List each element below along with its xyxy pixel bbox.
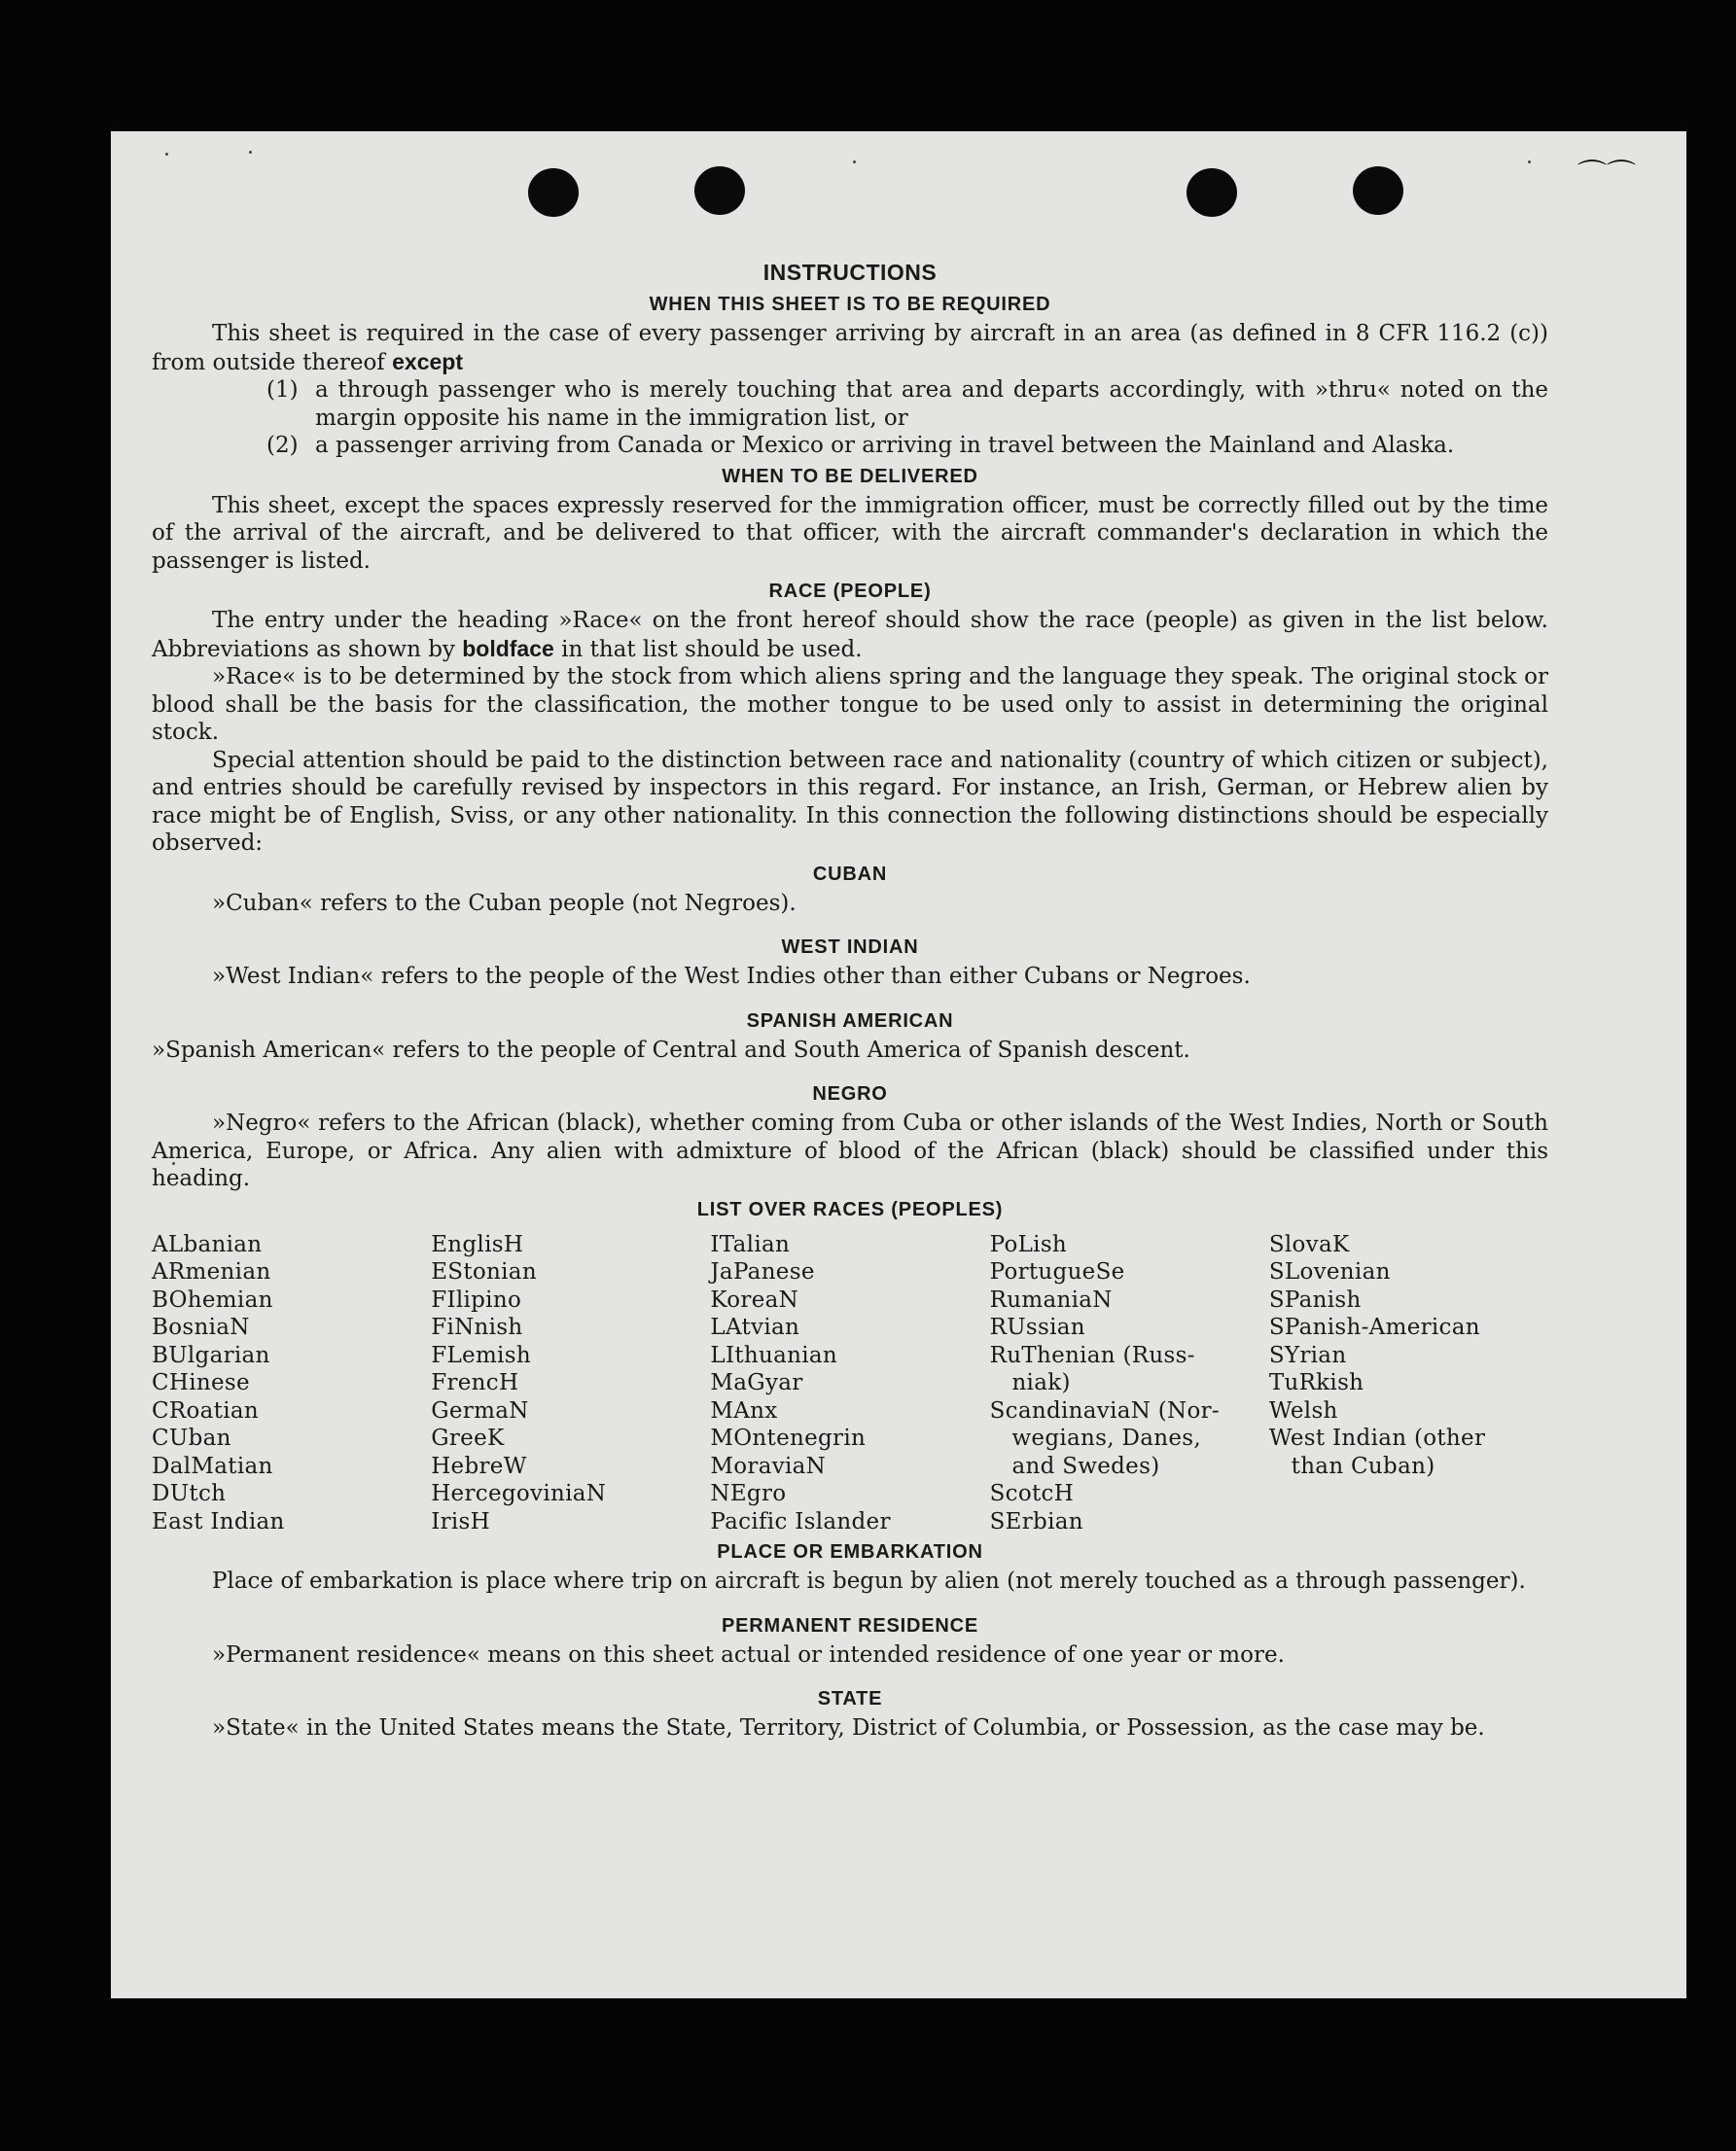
- punch-hole: [694, 166, 745, 215]
- race-entry: SLovenian: [1268, 1259, 1391, 1285]
- race-entry: Welsh: [1268, 1397, 1338, 1424]
- heading-spanish-american: SPANISH AMERICAN: [746, 1009, 954, 1032]
- cuban-text: »Cuban« refers to the Cuban people (not Negroes).: [212, 890, 797, 916]
- west-indian-text: »West Indian« refers to the people of the West Indies other than either Cubans or Negroes.: [212, 964, 1251, 989]
- negro-text: »Negro« refers to the African (black), whether coming from Cuba or other islands of the West Indies, North or South America, Europe, or Africa. Any alien with admixture of blood of the African (black) should be classified under this heading.: [152, 1111, 1548, 1191]
- instruction-sheet: [111, 131, 1686, 1998]
- race-entry: CHinese: [152, 1370, 250, 1395]
- speck: [165, 153, 168, 156]
- exception-item: [266, 432, 1548, 460]
- race-entry: ALbanian: [152, 1231, 263, 1257]
- race-entry: SPanish: [1268, 1287, 1362, 1313]
- spanish-american-text: »Spanish American« refers to the people of Central and South America of Spanish descent.: [152, 1037, 1190, 1063]
- race-entry: SlovaK: [1268, 1231, 1350, 1257]
- heading-residence: PERMANENT RESIDENCE: [721, 1614, 979, 1637]
- page-title: INSTRUCTIONS: [762, 260, 938, 285]
- instructions-content: [152, 260, 1548, 1743]
- corner-mark-icon: ⌒⌒: [1577, 159, 1636, 193]
- exception-text: a through passenger who is merely touching that area and departs accordingly, with »thru« noted on the margin opposite his name in the immigration list, or: [315, 377, 1548, 431]
- race-entry: RUssian: [989, 1315, 1085, 1340]
- race-list: [152, 1231, 1548, 1536]
- race-entry: ITalian: [710, 1231, 791, 1257]
- punch-hole: [1187, 168, 1237, 217]
- race-entry: niak): [989, 1370, 1071, 1395]
- punch-hole: [1353, 166, 1403, 215]
- race-entry: ARmenian: [152, 1259, 271, 1285]
- race-entry: MaGyar: [710, 1370, 803, 1395]
- exception-number: (2): [266, 433, 299, 458]
- race-p1-after: in that list should be used.: [561, 636, 863, 662]
- race-entry: MoraviaN: [710, 1453, 827, 1479]
- race-paragraph-1: [152, 607, 1548, 663]
- race-entry: ScotcH: [989, 1481, 1075, 1506]
- race-entry: CUban: [152, 1426, 231, 1451]
- race-entry: DalMatian: [152, 1453, 273, 1479]
- heading-state: STATE: [817, 1688, 883, 1710]
- race-entry: FIlipino: [431, 1287, 522, 1313]
- race-entry: CRoatian: [152, 1397, 259, 1424]
- state-text: »State« in the United States means the State, Territory, District of Columbia, or Possession, as the case may be.: [212, 1715, 1485, 1741]
- heading-embarkation: PLACE OR EMBARKATION: [717, 1541, 983, 1563]
- heading-cuban: CUBAN: [812, 863, 888, 885]
- heading-negro: NEGRO: [812, 1083, 888, 1105]
- race-entry: wegians, Danes,: [989, 1426, 1201, 1451]
- race-entry: PortugueSe: [989, 1259, 1125, 1285]
- race-entry: PoLish: [989, 1231, 1068, 1257]
- heading-west-indian: WEST INDIAN: [781, 936, 919, 958]
- race-entry: FiNnish: [431, 1315, 523, 1340]
- race-entry: BOhemian: [152, 1287, 273, 1313]
- required-intro: [152, 320, 1548, 376]
- heading-delivered: WHEN TO BE DELIVERED: [722, 465, 978, 487]
- boldface-word: boldface: [462, 635, 554, 661]
- race-entry: and Swedes): [989, 1453, 1160, 1479]
- race-entry: LIthuanian: [710, 1342, 838, 1368]
- residence-text: »Permanent residence« means on this sheet actual or intended residence of one year or more.: [212, 1641, 1285, 1668]
- race-entry: KoreaN: [710, 1287, 799, 1313]
- race-entry: Pacific Islander: [710, 1508, 891, 1534]
- race-entry: EStonian: [431, 1259, 537, 1285]
- race-entry: RumaniaN: [989, 1287, 1113, 1313]
- race-column: [1269, 1231, 1548, 1536]
- race-entry: HebreW: [431, 1453, 527, 1479]
- race-entry: JaPanese: [710, 1259, 815, 1285]
- race-entry: SPanish-American: [1268, 1315, 1480, 1340]
- except-word: except: [392, 348, 464, 374]
- race-entry: than Cuban): [1268, 1453, 1435, 1479]
- race-entry: FLemish: [431, 1342, 531, 1368]
- race-column: [431, 1231, 710, 1536]
- race-entry: LAtvian: [710, 1315, 800, 1340]
- race-entry: EnglisH: [431, 1231, 524, 1257]
- punch-hole: [528, 168, 579, 217]
- race-entry: NEgro: [710, 1481, 787, 1506]
- race-entry: BUlgarian: [152, 1342, 270, 1368]
- race-entry: GreeK: [431, 1426, 505, 1451]
- race-entry: West Indian (other: [1268, 1426, 1486, 1451]
- race-p1-before: The entry under the heading »Race« on the front hereof should show the race (people) as given in the list below. Abbreviations as shown by: [152, 608, 1548, 662]
- race-entry: RuThenian (Russ-: [989, 1342, 1195, 1368]
- heading-race: RACE (PEOPLE): [768, 581, 932, 602]
- heading-required: WHEN THIS SHEET IS TO BE REQUIRED: [649, 294, 1051, 315]
- race-entry: BosniaN: [152, 1315, 250, 1340]
- race-entry: MAnx: [710, 1397, 778, 1424]
- speck: [853, 160, 856, 163]
- race-entry: ScandinaviaN (Nor-: [989, 1397, 1220, 1424]
- race-entry: FrencH: [431, 1370, 519, 1395]
- race-entry: East Indian: [152, 1508, 285, 1534]
- delivered-text: This sheet, except the spaces expressly reserved for the immigration officer, must be correctly filled out by the time of the arrival of the aircraft, and be delivered to that officer, with the aircraft commander's declaration in which the passenger is listed.: [152, 492, 1548, 574]
- race-column: [710, 1231, 989, 1536]
- race-paragraph-2: »Race« is to be determined by the stock from which aliens spring and the language they speak. The original stock or blood shall be the basis for the classification, the mother tongue to be used only to assist in determining the original stock.: [152, 664, 1548, 745]
- race-column: [990, 1231, 1269, 1536]
- race-entry: TuRkish: [1268, 1370, 1364, 1395]
- exception-number: (1): [266, 377, 299, 403]
- exception-item: [266, 376, 1548, 432]
- heading-race-list: LIST OVER RACES (PEOPLES): [696, 1198, 1004, 1220]
- speck: [1528, 160, 1531, 163]
- speck: [249, 151, 252, 154]
- race-entry: SYrian: [1268, 1342, 1347, 1368]
- exception-text: a passenger arriving from Canada or Mexico or arriving in travel between the Mainland and Alaska.: [315, 433, 1455, 458]
- embarkation-text: Place of embarkation is place where trip on aircraft is begun by alien (not merely touched as a through passenger).: [212, 1569, 1526, 1594]
- race-entry: HercegoviniaN: [431, 1481, 607, 1506]
- race-entry: DUtch: [152, 1481, 227, 1506]
- race-column: [152, 1231, 431, 1536]
- race-entry: SErbian: [989, 1508, 1083, 1534]
- race-entry: IrisH: [431, 1508, 490, 1534]
- race-paragraph-3: Special attention should be paid to the distinction between race and nationality (country of which citizen or subject), and entries should be carefully revised by inspectors in this regard. For instance, an Irish, German, or Hebrew alien by race might be of English, Sviss, or any other nationality. In this connection the following distinctions should be especially observed:: [152, 747, 1548, 856]
- race-entry: GermaN: [431, 1397, 529, 1424]
- required-intro-text: This sheet is required in the case of every passenger arriving by aircraft in an area (as defined in 8 CFR 116.2 (c)) from outside thereof: [152, 321, 1548, 375]
- race-entry: MOntenegrin: [710, 1426, 867, 1451]
